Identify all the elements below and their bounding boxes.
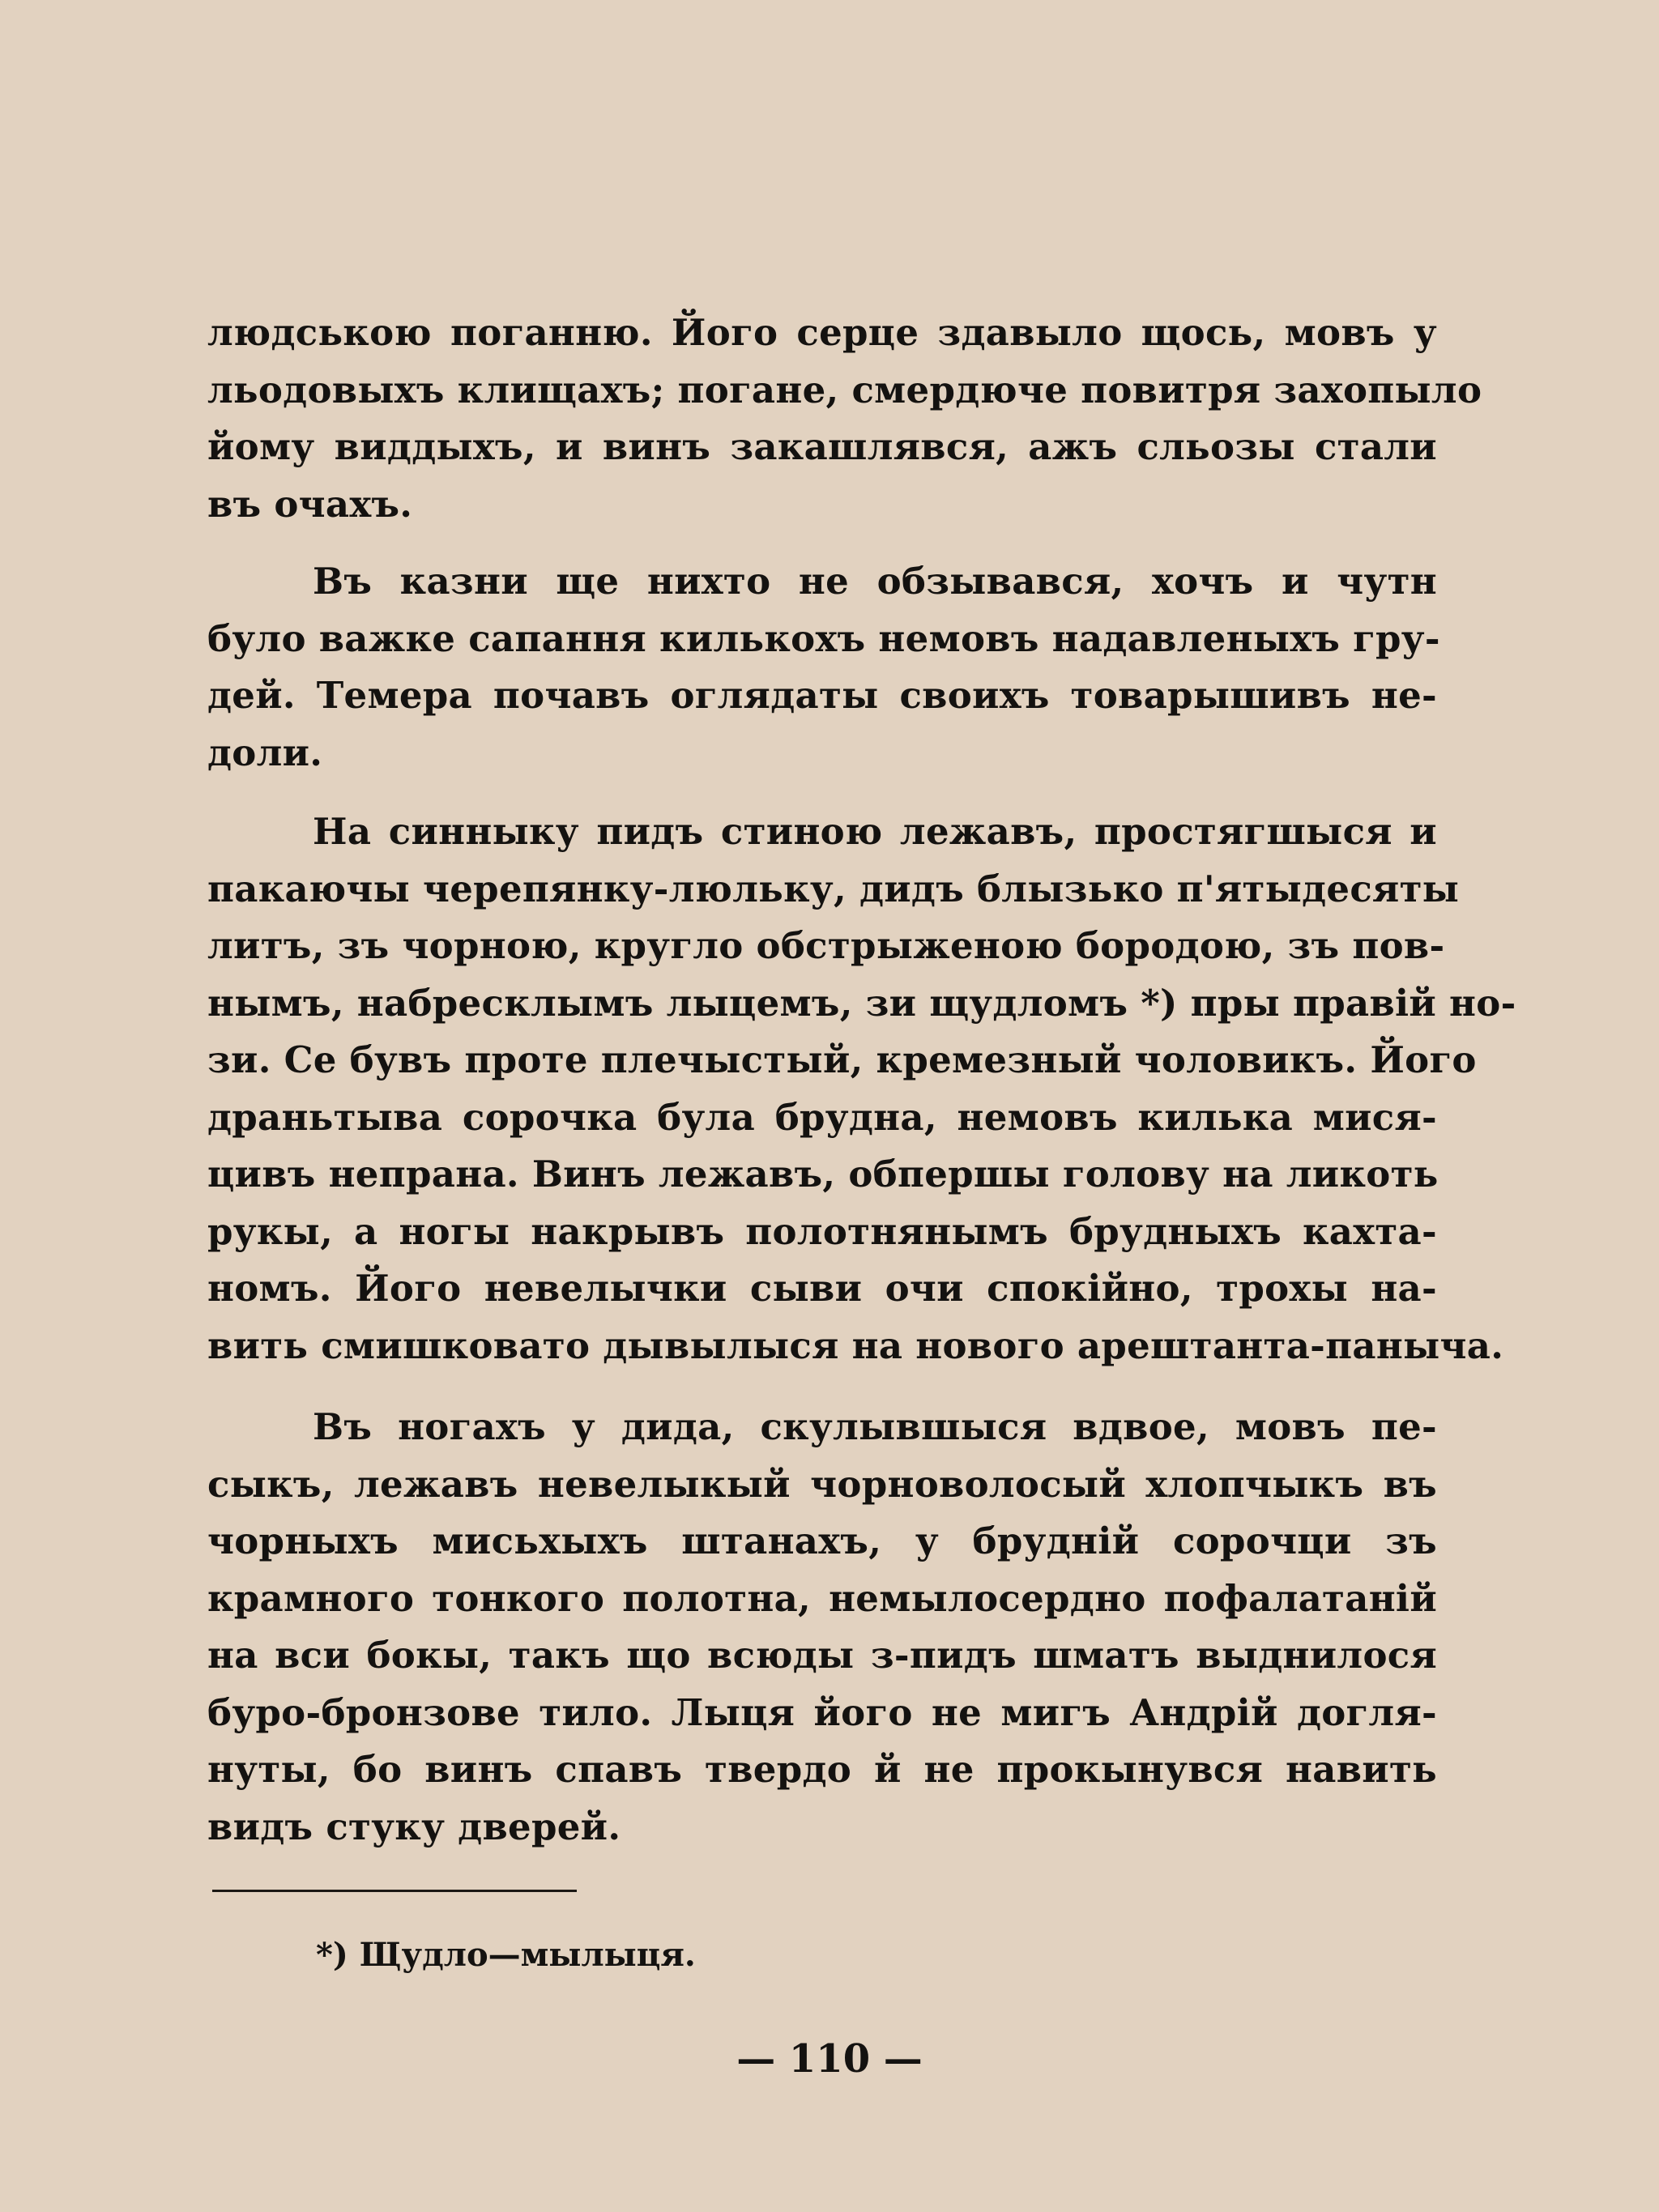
text-line: чорныхъ мисьхыхъ штанахъ, у брудній сорочци зъ [207, 1519, 1437, 1562]
text-line: въ очахъ. [207, 482, 413, 526]
text-line: рукы, а ногы накрывъ полотнянымъ брудныхъ кахта- [207, 1209, 1437, 1253]
paragraph-2 [207, 553, 1440, 782]
text-line: людською поганню. Його серце здавыло щось, мовъ у [207, 311, 1437, 354]
text-line: нымъ, набресклымъ лыцемъ, зи щудломъ *) пры правій но- [207, 981, 1516, 1025]
text-line: Въ казни ще нихто не обзывався, хочъ и чутн [313, 560, 1437, 603]
text-line: було важке сапання килькохъ немовъ надавленыхъ гру- [207, 616, 1440, 660]
footnote-divider [212, 1890, 577, 1892]
text-line: На синныку пидъ стиною лежавъ, простягшыся и [313, 810, 1437, 853]
text-line: доли. [207, 731, 323, 774]
paragraph-1 [207, 305, 1482, 533]
text-line: номъ. Його невелычки сыви очи спокійно, трохы на- [207, 1267, 1437, 1310]
text-line: йому виддыхъ, и винъ закашлявся, ажъ сльозы стали [207, 425, 1437, 468]
text-line: видъ стуку дверей. [207, 1805, 621, 1848]
text-line: Въ ногахъ у дида, скулывшыся вдвое, мовъ пе- [313, 1405, 1437, 1448]
footnote: *) Щудло—мылыця. [316, 1936, 696, 1974]
paragraph-3 [207, 803, 1516, 1375]
text-line: льодовыхъ клищахъ; погане, смердюче повитря захопыло [207, 368, 1482, 411]
text-line: нуты, бо винъ спавъ твердо й не прокынувся навить [207, 1748, 1437, 1791]
paragraph-4 [207, 1399, 1437, 1856]
page-number: — 110 — [736, 2036, 923, 2082]
text-line: литъ, зъ чорною, кругло обстрыженою бородою, зъ пов- [207, 924, 1445, 967]
text-line: буро-бронзове тило. Лыця його не мигъ Андрій догля- [207, 1690, 1437, 1734]
text-line: вить смишковато дывылыся на нового арештанта-паныча. [207, 1323, 1504, 1367]
text-line: дей. Темера почавъ оглядаты своихъ товарышивъ не- [207, 674, 1437, 717]
text-line: на вси бокы, такъ що всюды з-пидъ шматъ выднилося [207, 1634, 1437, 1677]
text-line: драньтыва сорочка була брудна, немовъ килька мися- [207, 1095, 1437, 1139]
text-line: цивъ непрана. Винъ лежавъ, обпершы голову на ликоть [207, 1153, 1439, 1196]
text-line: зи. Се бувъ проте плечыстый, кремезный чоловикъ. Його [207, 1038, 1477, 1081]
text-line: крамного тонкого полотна, немылосердно пофалатаній [207, 1576, 1437, 1620]
text-line: сыкъ, лежавъ невелыкый чорноволосый хлопчыкъ въ [207, 1462, 1437, 1506]
text-line: пакаючы черепянку-люльку, дидъ блызько п'ятыдесяты [207, 867, 1460, 910]
